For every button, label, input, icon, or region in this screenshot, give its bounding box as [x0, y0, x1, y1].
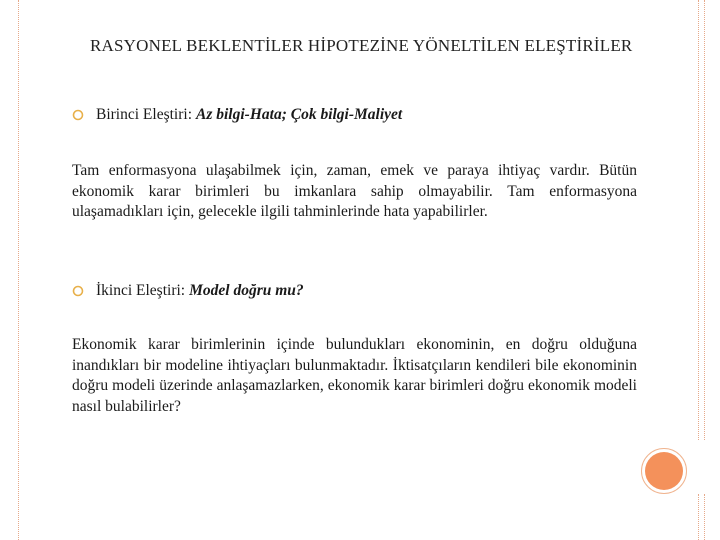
bullet-item-second-critique [72, 282, 304, 300]
frame-line-left [18, 0, 19, 540]
ring-bullet-icon [72, 109, 84, 121]
bullet-item-first-critique [72, 106, 402, 124]
frame-line-right-inner [704, 0, 705, 440]
ring-bullet-icon [72, 285, 84, 297]
frame-line-right-bottom [698, 494, 699, 540]
paragraph-first: Tam enformasyona ulaşabilmek için, zaman, emek ve paraya ihtiyaç vardır. Bütün ekonomik karar birimleri bu imkanlara sahip olmayabilir. Tam enformasyona ulaşamadıkları için, gelecekle ilgili tahminlerinde hata yapabilirler. [72, 162, 637, 220]
frame-line-right-bottom-inner [704, 494, 705, 540]
bullet-emphasis: Model doğru mu? [189, 282, 304, 299]
slide-title: RASYONEL BEKLENTİLER HİPOTEZİNE YÖNELTİLEN ELEŞTİRİLER [90, 36, 633, 55]
frame-line-right [698, 0, 699, 440]
bullet-label: İkinci Eleştiri: [96, 282, 186, 299]
paragraph-second: Ekonomik karar birimlerinin içinde bulundukları ekonominin, en doğru olduğuna inandıkları bir modeline ihtiyaçları bulunmaktadır. İktisatçıların kendileri bile ekonominin doğru modeli üzerinde anlaşamazlarken, ekonomik karar birimleri doğru ekonomik modeli nasıl bulabilirler? [72, 336, 637, 415]
bullet-label: Birinci Eleştiri: [96, 106, 192, 123]
bullet-emphasis: Az bilgi-Hata; Çok bilgi-Maliyet [196, 106, 403, 123]
orange-circle-icon [645, 452, 683, 490]
